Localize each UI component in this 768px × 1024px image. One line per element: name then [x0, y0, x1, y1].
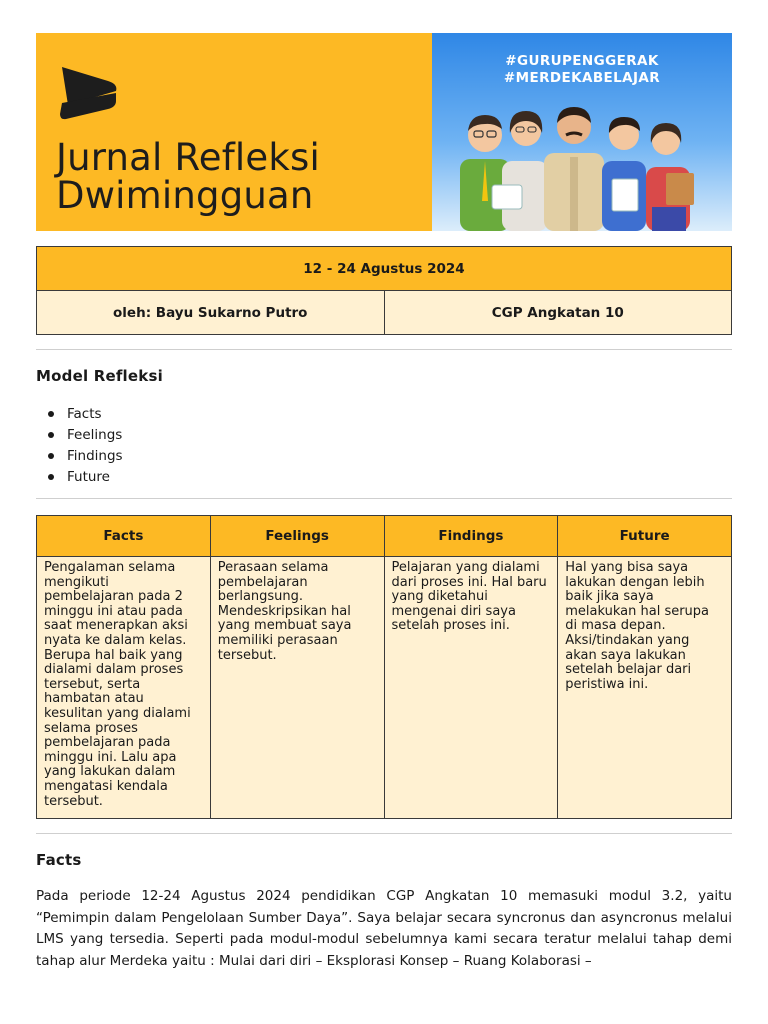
teacher-figure-5 — [646, 123, 694, 231]
bullet-icon — [48, 453, 54, 459]
cell-feelings: Perasaan selama pembelajaran berlangsung. Mendeskripsikan hal yang membuat saya memiliki perasaan tersebut. — [210, 557, 384, 819]
table-header-row — [37, 516, 732, 557]
list-item — [48, 424, 123, 445]
journal-title-line-1: Jurnal Refleksi — [56, 136, 320, 179]
header-future: Future — [558, 516, 732, 557]
model-list — [48, 403, 123, 487]
cell-findings: Pelajaran yang dialami dari proses ini. Hal baru yang diketahui mengenai diri saya setelah proses ini. — [384, 557, 558, 819]
hashtags — [432, 53, 732, 87]
header-findings: Findings — [384, 516, 558, 557]
divider — [36, 349, 732, 350]
journal-cohort: CGP Angkatan 10 — [384, 291, 732, 335]
header-banner — [36, 33, 732, 231]
list-item-label: Future — [67, 468, 110, 485]
table-row — [37, 557, 732, 819]
journal-title-line-2: Dwimingguan — [56, 174, 314, 217]
journal-date: 12 - 24 Agustus 2024 — [37, 247, 732, 291]
header-feelings: Feelings — [210, 516, 384, 557]
bullet-icon — [48, 411, 54, 417]
reflection-model-table — [36, 515, 732, 819]
divider — [36, 833, 732, 834]
list-item — [48, 403, 123, 424]
divider — [36, 498, 732, 499]
facts-heading: Facts — [36, 851, 82, 869]
journal-info-table — [36, 246, 732, 335]
journal-title — [56, 136, 320, 217]
hashtag-merdeka-belajar: #MERDEKABELAJAR — [503, 70, 661, 86]
play-logo-icon — [58, 63, 122, 121]
cell-facts: Pengalaman selama mengikuti pembelajaran pada 2 minggu ini atau pada saat menerapkan aksi nyata ke dalam kelas. Berupa hal baik yang dialami dalam proses tersebut, serta hambatan atau kesulitan yang dialami selama proses pembelajaran pada minggu ini. Lalu apa yang lakukan dalam mengatasi kendala tersebut. — [37, 557, 211, 819]
model-heading: Model Refleksi — [36, 367, 163, 385]
facts-paragraph: Pada periode 12-24 Agustus 2024 pendidikan CGP Angkatan 10 memasuki modul 3.2, yaitu “Pemimpin dalam Pengelolaan Sumber Daya”. Saya belajar secara syncronus dan asyncronus melalui LMS yang tersedia. Seperti pada modul-modul sebelumnya kami secara teratur melalui tahap demi tahap alur Merdeka yaitu : Mulai dari diri – Eksplorasi Konsep – Ruang Kolaborasi – — [36, 888, 732, 969]
bullet-icon — [48, 474, 54, 480]
header-facts: Facts — [37, 516, 211, 557]
teacher-figure-3 — [544, 107, 604, 231]
teacher-figure-4 — [602, 117, 646, 231]
hashtag-guru-penggerak: #GURUPENGGERAK — [505, 53, 659, 69]
list-item — [48, 466, 123, 487]
teachers-illustration — [452, 97, 712, 231]
cell-future: Hal yang bisa saya lakukan dengan lebih baik jika saya melakukan hal serupa di masa depan. Aksi/tindakan yang akan saya lakukan setelah belajar dari peristiwa ini. — [558, 557, 732, 819]
list-item — [48, 445, 123, 466]
bullet-icon — [48, 432, 54, 438]
banner-title-panel — [36, 33, 432, 231]
banner-illustration-panel — [432, 33, 732, 231]
journal-author: oleh: Bayu Sukarno Putro — [37, 291, 385, 335]
list-item-label: Findings — [67, 447, 123, 464]
list-item-label: Facts — [67, 405, 102, 422]
list-item-label: Feelings — [67, 426, 123, 443]
